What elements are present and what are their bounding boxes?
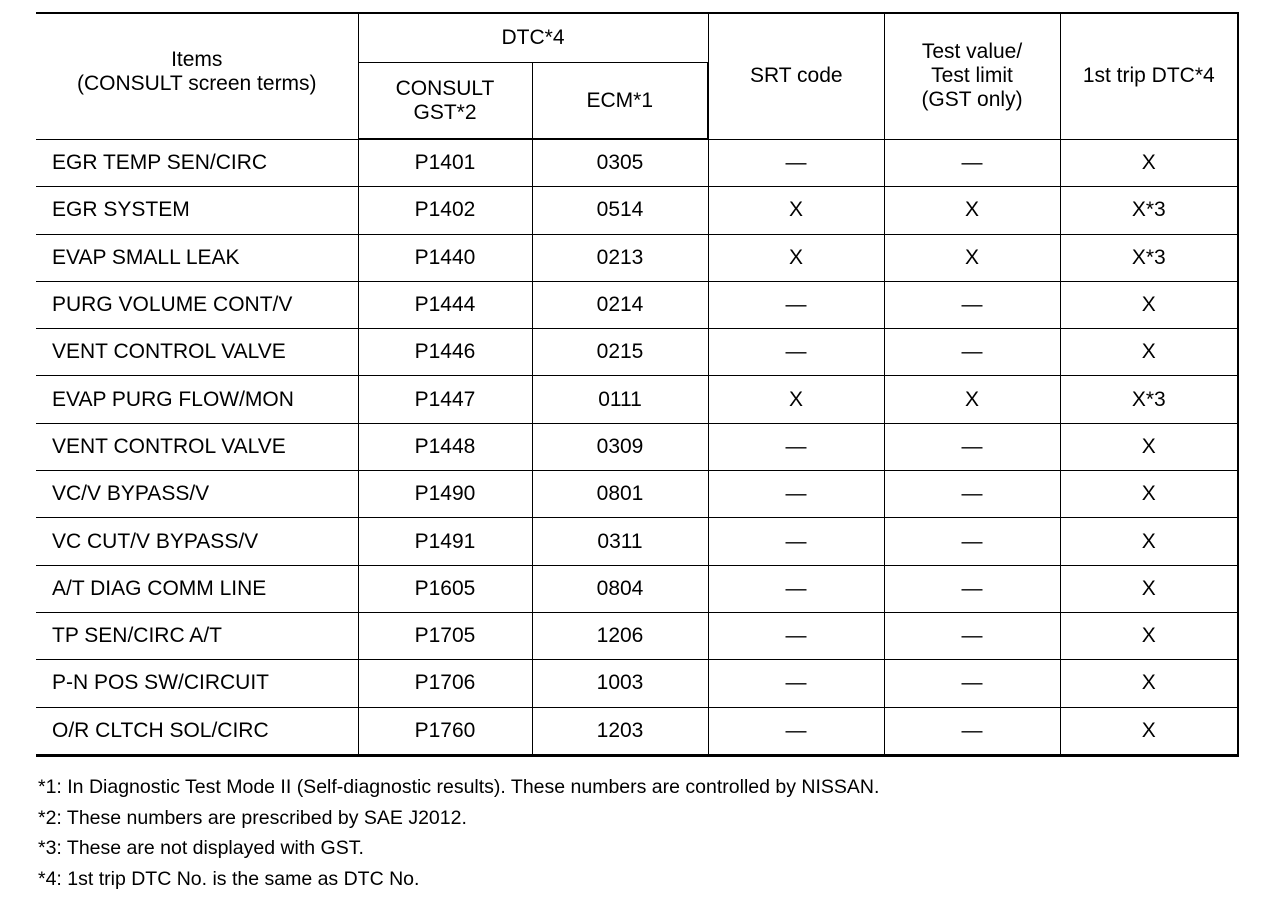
cell-consult-gst-code: P1446	[358, 329, 532, 376]
header-consult-label: CONSULT	[395, 76, 495, 100]
cell-srt-code: —	[708, 612, 884, 659]
cell-ecm-code: 0305	[532, 139, 708, 187]
header-gst-label: GST*2	[413, 100, 477, 124]
header-consult-gst	[358, 63, 532, 140]
header-first-trip-dtc: 1st trip DTC*4	[1060, 13, 1238, 139]
cell-item-name: VC/V BYPASS/V	[36, 471, 358, 518]
table-row	[36, 423, 1238, 470]
cell-srt-code: —	[708, 660, 884, 707]
cell-ecm-code: 0801	[532, 471, 708, 518]
cell-first-trip-dtc: X*3	[1060, 234, 1238, 281]
cell-first-trip-dtc: X*3	[1060, 187, 1238, 234]
cell-ecm-code: 0215	[532, 329, 708, 376]
cell-test-value: X	[884, 187, 1060, 234]
footnote: *1: In Diagnostic Test Mode II (Self-diagnostic results). These numbers are controlled by NISSAN.	[38, 776, 880, 798]
cell-item-name: VC CUT/V BYPASS/V	[36, 518, 358, 565]
table-row	[36, 565, 1238, 612]
cell-test-value: X	[884, 234, 1060, 281]
cell-item-name: O/R CLTCH SOL/CIRC	[36, 707, 358, 755]
cell-item-name: P-N POS SW/CIRCUIT	[36, 660, 358, 707]
cell-ecm-code: 0514	[532, 187, 708, 234]
cell-ecm-code: 0311	[532, 518, 708, 565]
cell-item-name: VENT CONTROL VALVE	[36, 423, 358, 470]
cell-first-trip-dtc: X*3	[1060, 376, 1238, 423]
cell-consult-gst-code: P1448	[358, 423, 532, 470]
cell-first-trip-dtc: X	[1060, 423, 1238, 470]
cell-item-name: EVAP PURG FLOW/MON	[36, 376, 358, 423]
header-srt-code: SRT code	[708, 13, 884, 139]
cell-srt-code: —	[708, 707, 884, 755]
cell-item-name: EGR TEMP SEN/CIRC	[36, 139, 358, 187]
header-test-value-label: Test value/	[921, 40, 1023, 64]
cell-first-trip-dtc: X	[1060, 281, 1238, 328]
cell-srt-code: —	[708, 139, 884, 187]
cell-consult-gst-code: P1490	[358, 471, 532, 518]
cell-first-trip-dtc: X	[1060, 707, 1238, 755]
cell-test-value: —	[884, 518, 1060, 565]
cell-item-name: PURG VOLUME CONT/V	[36, 281, 358, 328]
table-row	[36, 139, 1238, 187]
cell-srt-code: —	[708, 329, 884, 376]
header-ecm: ECM*1	[532, 63, 708, 140]
cell-test-value: —	[884, 565, 1060, 612]
table-row	[36, 329, 1238, 376]
table-row	[36, 187, 1238, 234]
table-row	[36, 707, 1238, 755]
cell-srt-code: —	[708, 423, 884, 470]
cell-first-trip-dtc: X	[1060, 471, 1238, 518]
cell-test-value: X	[884, 376, 1060, 423]
cell-srt-code: X	[708, 234, 884, 281]
cell-first-trip-dtc: X	[1060, 660, 1238, 707]
cell-ecm-code: 0804	[532, 565, 708, 612]
table-row	[36, 234, 1238, 281]
cell-consult-gst-code: P1447	[358, 376, 532, 423]
cell-item-name: VENT CONTROL VALVE	[36, 329, 358, 376]
cell-ecm-code: 0309	[532, 423, 708, 470]
table-row	[36, 518, 1238, 565]
cell-item-name: TP SEN/CIRC A/T	[36, 612, 358, 659]
table-row	[36, 471, 1238, 518]
cell-test-value: —	[884, 423, 1060, 470]
cell-consult-gst-code: P1401	[358, 139, 532, 187]
footnote: *2: These numbers are prescribed by SAE J2012.	[38, 806, 467, 829]
cell-item-name: A/T DIAG COMM LINE	[36, 565, 358, 612]
cell-ecm-code: 0111	[532, 376, 708, 423]
cell-consult-gst-code: P1705	[358, 612, 532, 659]
header-items-sub: (CONSULT screen terms)	[76, 72, 317, 96]
table-row	[36, 281, 1238, 328]
header-gst-only-label: (GST only)	[921, 88, 1023, 112]
cell-test-value: —	[884, 139, 1060, 187]
cell-first-trip-dtc: X	[1060, 612, 1238, 659]
cell-consult-gst-code: P1605	[358, 565, 532, 612]
cell-test-value: —	[884, 471, 1060, 518]
cell-srt-code: —	[708, 471, 884, 518]
cell-test-value: —	[884, 281, 1060, 328]
header-test-value	[884, 13, 1060, 139]
cell-consult-gst-code: P1440	[358, 234, 532, 281]
cell-item-name: EVAP SMALL LEAK	[36, 234, 358, 281]
cell-consult-gst-code: P1491	[358, 518, 532, 565]
cell-srt-code: X	[708, 187, 884, 234]
cell-first-trip-dtc: X	[1060, 565, 1238, 612]
header-test-limit-label: Test limit	[931, 64, 1013, 88]
footnote: *4: 1st trip DTC No. is the same as DTC No.	[38, 867, 420, 890]
cell-first-trip-dtc: X	[1060, 329, 1238, 376]
table-row	[36, 660, 1238, 707]
cell-ecm-code: 0214	[532, 281, 708, 328]
cell-consult-gst-code: P1760	[358, 707, 532, 755]
cell-srt-code: X	[708, 376, 884, 423]
cell-consult-gst-code: P1444	[358, 281, 532, 328]
cell-item-name: EGR SYSTEM	[36, 187, 358, 234]
cell-first-trip-dtc: X	[1060, 518, 1238, 565]
cell-ecm-code: 1203	[532, 707, 708, 755]
footnote: *3: These are not displayed with GST.	[38, 837, 364, 859]
cell-srt-code: —	[708, 518, 884, 565]
footnotes	[38, 772, 1238, 894]
cell-srt-code: —	[708, 281, 884, 328]
header-dtc-group: DTC*4	[358, 13, 708, 63]
cell-ecm-code: 0213	[532, 234, 708, 281]
cell-ecm-code: 1206	[532, 612, 708, 659]
table-body	[36, 139, 1238, 755]
cell-first-trip-dtc: X	[1060, 139, 1238, 187]
cell-test-value: —	[884, 707, 1060, 755]
cell-consult-gst-code: P1706	[358, 660, 532, 707]
cell-test-value: —	[884, 660, 1060, 707]
cell-test-value: —	[884, 329, 1060, 376]
cell-consult-gst-code: P1402	[358, 187, 532, 234]
cell-ecm-code: 1003	[532, 660, 708, 707]
table-header	[36, 13, 1238, 139]
header-items	[36, 13, 358, 139]
table-row	[36, 376, 1238, 423]
dtc-table	[36, 12, 1239, 757]
table-row	[36, 612, 1238, 659]
cell-test-value: —	[884, 612, 1060, 659]
cell-srt-code: —	[708, 565, 884, 612]
header-items-label: Items	[171, 48, 223, 72]
